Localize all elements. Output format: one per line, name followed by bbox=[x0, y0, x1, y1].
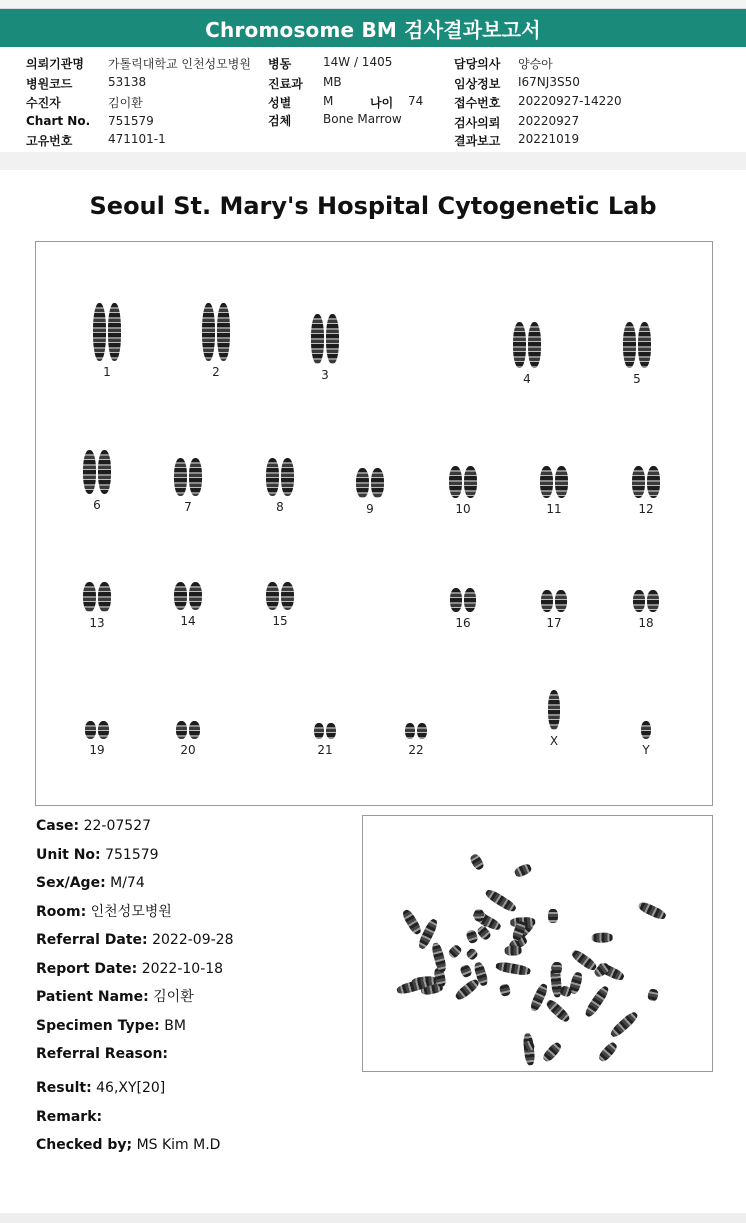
chromosome-image bbox=[217, 303, 230, 361]
sexage-value: M/74 bbox=[110, 875, 145, 891]
chromosome-image bbox=[356, 468, 369, 498]
chromosome-image bbox=[464, 466, 477, 498]
chromosome-pair-image bbox=[250, 582, 310, 610]
chromosome-image bbox=[633, 590, 645, 612]
specimen-type-label: Specimen Type: bbox=[36, 1017, 160, 1034]
accession-label: 접수번호 bbox=[454, 96, 501, 110]
chromosome-13 bbox=[67, 582, 127, 630]
chromosome-image bbox=[314, 723, 324, 739]
chromosome-21 bbox=[295, 723, 355, 757]
metaphase-chromosome bbox=[504, 945, 522, 956]
chart-no-label: Chart No. bbox=[26, 114, 91, 128]
chromosome-number: 15 bbox=[272, 614, 288, 628]
chromosome-1 bbox=[77, 303, 137, 379]
doctor-value: 양승아 bbox=[518, 57, 553, 71]
sexage-line bbox=[36, 873, 356, 902]
room-label: Room: bbox=[36, 903, 87, 920]
chromosome-image bbox=[464, 588, 476, 612]
specimen-type-line bbox=[36, 1016, 356, 1045]
institution-label: 의뢰기관명 bbox=[26, 57, 84, 71]
result-date-value: 20221019 bbox=[518, 132, 580, 146]
chromosome-number: 2 bbox=[212, 365, 220, 379]
room-line bbox=[36, 902, 356, 931]
chromosome-pair-image bbox=[186, 303, 246, 361]
chromosome-image bbox=[528, 322, 541, 368]
chromosome-image bbox=[548, 690, 560, 730]
chromosome-image bbox=[311, 314, 324, 364]
sex-value: M bbox=[323, 94, 334, 108]
chromosome-image bbox=[189, 721, 200, 739]
age-label: 나이 bbox=[370, 96, 394, 110]
chromosome-image bbox=[266, 458, 279, 496]
accession-value: 20220927-14220 bbox=[518, 94, 622, 108]
chromosome-image bbox=[555, 466, 568, 498]
chromosome-image bbox=[176, 721, 187, 739]
clinical-label: 임상정보 bbox=[454, 77, 501, 91]
bottom-strip bbox=[0, 1213, 746, 1223]
chromosome-8 bbox=[250, 458, 310, 514]
chromosome-pair-image bbox=[158, 721, 218, 739]
chromosome-pair-image bbox=[616, 466, 676, 498]
metaphase-chromosome bbox=[528, 983, 549, 1014]
chromosome-number: 3 bbox=[321, 368, 329, 382]
unit-label: Unit No: bbox=[36, 846, 101, 863]
unique-id-value: 471101-1 bbox=[108, 132, 166, 146]
unique-id-label: 고유번호 bbox=[26, 134, 73, 148]
chromosome-pair-image bbox=[67, 721, 127, 739]
chromosome-image bbox=[326, 314, 339, 364]
patient-name-line bbox=[36, 987, 356, 1016]
metaphase-chromosome bbox=[447, 944, 463, 960]
metaphase-chromosome bbox=[460, 963, 474, 978]
chromosome-pair-image bbox=[616, 590, 676, 612]
metaphase-chromosome bbox=[469, 853, 486, 872]
specimen-type-value: BM bbox=[164, 1017, 186, 1034]
chromosome-pair-image bbox=[524, 590, 584, 612]
referral-date-value: 2022-09-28 bbox=[152, 932, 234, 948]
section-divider bbox=[0, 152, 746, 170]
metaphase-chromosome bbox=[583, 984, 611, 1018]
remark-line bbox=[36, 1107, 356, 1136]
chromosome-17 bbox=[524, 590, 584, 630]
chromosome-20 bbox=[158, 721, 218, 757]
chromosome-image bbox=[85, 721, 96, 739]
chromosome-11 bbox=[524, 466, 584, 516]
request-date-label: 검사의뢰 bbox=[454, 116, 501, 130]
metaphase-chromosome bbox=[597, 1040, 619, 1063]
patient-name-value: 김이환 bbox=[153, 989, 194, 1005]
metaphase-chromosome bbox=[453, 977, 481, 1002]
chromosome-image bbox=[450, 588, 462, 612]
metaphase-chromosome bbox=[499, 983, 511, 997]
chromosome-pair-image bbox=[433, 588, 493, 612]
unit-value: 751579 bbox=[105, 846, 159, 863]
age-value: 74 bbox=[408, 94, 424, 108]
chromosome-18 bbox=[616, 590, 676, 630]
chromosome-number: 21 bbox=[317, 743, 333, 757]
checked-by-label: Checked by; bbox=[36, 1137, 133, 1153]
chromosome-image bbox=[98, 721, 109, 739]
result-value: 46,XY[20] bbox=[96, 1080, 166, 1096]
metaphase-chromosome bbox=[637, 900, 668, 921]
metaphase-chromosome bbox=[551, 961, 562, 974]
chromosome-number: 20 bbox=[180, 743, 196, 757]
institution-value: 가톨릭대학교 인천성모병원 bbox=[108, 57, 251, 71]
report-date-label: Report Date: bbox=[36, 960, 138, 977]
metaphase-chromosome bbox=[474, 909, 484, 922]
chart-no-value: 751579 bbox=[108, 114, 154, 128]
chromosome-number: 4 bbox=[523, 372, 531, 386]
dept-value: MB bbox=[323, 75, 342, 89]
metaphase-chromosome bbox=[430, 942, 448, 974]
metaphase-chromosome bbox=[541, 1041, 563, 1064]
chromosome-image bbox=[281, 458, 294, 496]
lab-title: Seoul St. Mary's Hospital Cytogenetic Lab bbox=[89, 192, 657, 220]
metaphase-chromosome bbox=[513, 862, 533, 878]
chromosome-number: 9 bbox=[366, 502, 374, 516]
result-date-label: 결과보고 bbox=[454, 134, 501, 148]
chromosome-number: 11 bbox=[546, 502, 562, 516]
chromosome-pair-image bbox=[250, 458, 310, 496]
chromosome-image bbox=[281, 582, 294, 610]
chromosome-7 bbox=[158, 458, 218, 514]
chromosome-pair-image bbox=[67, 450, 127, 494]
chromosome-pair-image bbox=[340, 468, 400, 498]
chromosome-number: 5 bbox=[633, 372, 641, 386]
chromosome-image bbox=[189, 582, 202, 610]
chromosome-number: 16 bbox=[455, 616, 471, 630]
report-title: Chromosome BM 검사결과보고서 bbox=[205, 17, 541, 42]
chromosome-number: 1 bbox=[103, 365, 111, 379]
metaphase-chromosome bbox=[647, 988, 659, 1002]
chromosome-pair-image bbox=[295, 723, 355, 739]
chromosome-image bbox=[647, 466, 660, 498]
chromosome-image bbox=[93, 303, 106, 361]
chromosome-image bbox=[371, 468, 384, 498]
chromosome-number: 7 bbox=[184, 500, 192, 514]
patient-label: 수진자 bbox=[26, 96, 61, 110]
chromosome-image bbox=[326, 723, 336, 739]
chromosome-number: 14 bbox=[180, 614, 196, 628]
chromosome-pair-image bbox=[158, 582, 218, 610]
chromosome-number: 22 bbox=[408, 743, 424, 757]
chromosome-19 bbox=[67, 721, 127, 757]
checked-by-line bbox=[36, 1135, 356, 1164]
chromosome-image bbox=[108, 303, 121, 361]
chromosome-number: 6 bbox=[93, 498, 101, 512]
sex-label: 성별 bbox=[268, 96, 292, 110]
chromosome-y bbox=[616, 721, 676, 757]
chromosome-number: 8 bbox=[276, 500, 284, 514]
chromosome-image bbox=[638, 322, 651, 368]
hospital-code-label: 병원코드 bbox=[26, 77, 73, 91]
chromosome-14 bbox=[158, 582, 218, 628]
chromosome-number: 12 bbox=[638, 502, 654, 516]
chromosome-3 bbox=[295, 314, 355, 382]
metaphase-chromosome bbox=[484, 887, 518, 913]
metaphase-chromosome bbox=[465, 947, 479, 961]
chromosome-image bbox=[202, 303, 215, 361]
chromosome-4 bbox=[497, 322, 557, 386]
request-date-value: 20220927 bbox=[518, 114, 580, 128]
chromosome-image bbox=[98, 582, 111, 612]
hospital-code-value: 53138 bbox=[108, 75, 147, 89]
chromosome-image bbox=[541, 590, 553, 612]
chromosome-5 bbox=[607, 322, 667, 386]
chromosome-x bbox=[524, 690, 584, 748]
chromosome-pair-image bbox=[524, 466, 584, 498]
chromosome-9 bbox=[340, 468, 400, 516]
specimen-label: 검체 bbox=[268, 114, 292, 128]
chromosome-pair-image bbox=[607, 322, 667, 368]
room-value: 인천성모병원 bbox=[90, 903, 172, 920]
patient-value: 김이환 bbox=[108, 96, 143, 110]
chromosome-image bbox=[647, 590, 659, 612]
metaphase-chromosome bbox=[548, 909, 558, 923]
doctor-label: 담당의사 bbox=[454, 57, 501, 71]
chromosome-image bbox=[266, 582, 279, 610]
chromosome-16 bbox=[433, 588, 493, 630]
top-strip bbox=[0, 0, 746, 9]
chromosome-image bbox=[555, 590, 567, 612]
chromosome-pair-image bbox=[158, 458, 218, 496]
report-date-line bbox=[36, 959, 356, 988]
chromosome-number: 10 bbox=[455, 502, 471, 516]
chromosome-number: 17 bbox=[546, 616, 562, 630]
chromosome-image bbox=[189, 458, 202, 496]
chromosome-pair-image bbox=[77, 303, 137, 361]
chromosome-12 bbox=[616, 466, 676, 516]
chromosome-image bbox=[83, 582, 96, 612]
chromosome-image bbox=[98, 450, 111, 494]
ward-label: 병동 bbox=[268, 57, 292, 71]
chromosome-number: X bbox=[549, 734, 559, 748]
chromosome-image bbox=[641, 721, 651, 739]
result-line bbox=[36, 1078, 356, 1107]
chromosome-number: Y bbox=[642, 743, 650, 757]
case-label: Case: bbox=[36, 818, 80, 834]
chromosome-image bbox=[540, 466, 553, 498]
chromosome-number: 19 bbox=[89, 743, 105, 757]
clinical-value: I67NJ3S50 bbox=[518, 75, 580, 89]
chromosome-pair-image bbox=[616, 721, 676, 739]
chromosome-pair-image bbox=[524, 690, 584, 730]
chromosome-image bbox=[513, 322, 526, 368]
metaphase-chromosome bbox=[608, 1010, 639, 1040]
chromosome-image bbox=[417, 723, 427, 739]
metaphase-image bbox=[362, 815, 713, 1072]
case-line bbox=[36, 816, 356, 845]
checked-by-value: MS Kim M.D bbox=[136, 1137, 221, 1153]
result-label: Result: bbox=[36, 1080, 92, 1096]
chromosome-2 bbox=[186, 303, 246, 379]
ward-value: 14W / 1405 bbox=[323, 55, 393, 69]
specimen-value: Bone Marrow bbox=[323, 112, 402, 126]
referral-date-line bbox=[36, 930, 356, 959]
chromosome-22 bbox=[386, 723, 446, 757]
metaphase-chromosome bbox=[591, 932, 613, 942]
chromosome-image bbox=[623, 322, 636, 368]
report-title-bar bbox=[0, 9, 746, 47]
chromosome-6 bbox=[67, 450, 127, 512]
chromosome-image bbox=[83, 450, 96, 494]
case-value: 22-07527 bbox=[83, 818, 152, 834]
dept-label: 진료과 bbox=[268, 77, 303, 91]
chromosome-pair-image bbox=[295, 314, 355, 364]
chromosome-pair-image bbox=[67, 582, 127, 612]
chromosome-image bbox=[174, 458, 187, 496]
case-details bbox=[36, 816, 356, 1164]
chromosome-10 bbox=[433, 466, 493, 516]
metaphase-chromosome bbox=[400, 908, 422, 936]
metaphase-chromosome bbox=[494, 961, 530, 977]
chromosome-image bbox=[449, 466, 462, 498]
karyogram-panel bbox=[35, 241, 713, 806]
chromosome-image bbox=[405, 723, 415, 739]
sexage-label: Sex/Age: bbox=[36, 875, 106, 891]
chromosome-number: 13 bbox=[89, 616, 105, 630]
patient-name-label: Patient Name: bbox=[36, 989, 149, 1005]
report-date-value: 2022-10-18 bbox=[141, 960, 224, 977]
chromosome-pair-image bbox=[497, 322, 557, 368]
chromosome-image bbox=[632, 466, 645, 498]
metaphase-chromosome bbox=[544, 998, 571, 1024]
referral-reason-label: Referral Reason: bbox=[36, 1046, 169, 1062]
chromosome-pair-image bbox=[433, 466, 493, 498]
chromosome-15 bbox=[250, 582, 310, 628]
chromosome-pair-image bbox=[386, 723, 446, 739]
unit-line bbox=[36, 845, 356, 874]
patient-info-panel bbox=[0, 48, 746, 152]
chromosome-number: 18 bbox=[638, 616, 654, 630]
referral-reason-line bbox=[36, 1044, 356, 1078]
remark-label: Remark: bbox=[36, 1108, 103, 1125]
referral-date-label: Referral Date: bbox=[36, 932, 148, 948]
chromosome-image bbox=[174, 582, 187, 610]
